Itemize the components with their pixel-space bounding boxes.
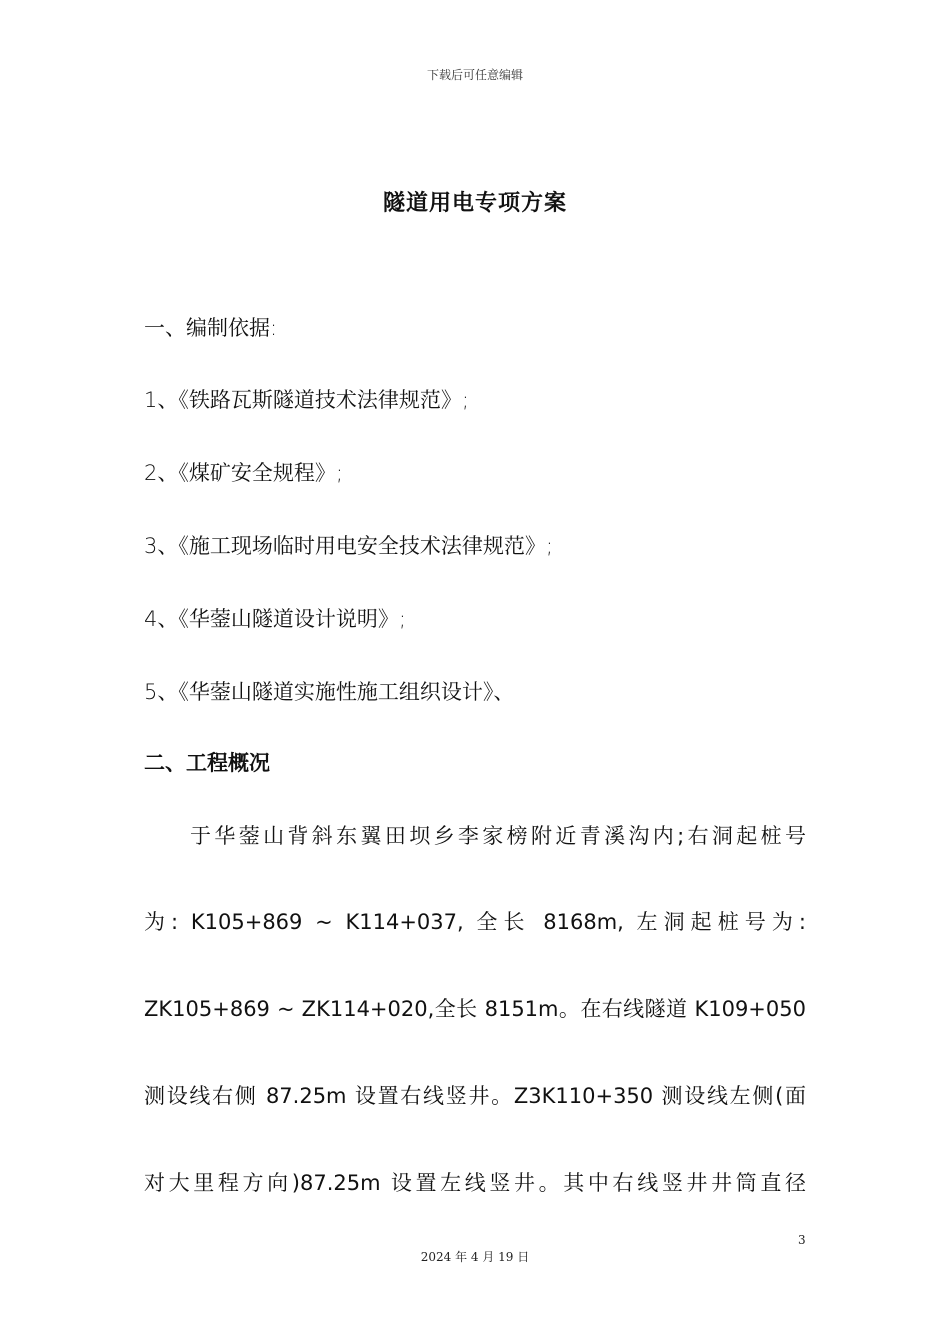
section-2-heading: 二、工程概况 — [144, 751, 270, 775]
page-number: 3 — [798, 1233, 806, 1247]
footer-date: 2024 年 4 月 19 日 — [420, 1250, 530, 1264]
header-note: 下载后可任意编辑 — [426, 68, 523, 82]
basis-item-1: 1、《铁路瓦斯隧道技术法律规范》; — [144, 388, 469, 412]
overview-line-5: 对大里程方向)87.25m 设置左线竖井。其中右线竖井井筒直径 — [144, 1171, 806, 1195]
basis-item-3: 3、《施工现场临时用电安全技术法律规范》; — [144, 534, 553, 558]
section-1-heading: 一、编制依据: — [144, 316, 278, 340]
basis-item-5: 5、《华蓥山隧道实施性施工组织设计》、 — [144, 680, 515, 704]
document-title: 隧道用电专项方案 — [382, 191, 567, 216]
basis-item-2: 2、《煤矿安全规程》; — [144, 461, 343, 485]
basis-item-4: 4、《华蓥山隧道设计说明》; — [144, 607, 406, 631]
overview-line-4: 测设线右侧 87.25m 设置右线竖井。Z3K110+350 测设线左侧(面 — [144, 1084, 806, 1108]
overview-line-1: 于华蓥山背斜东翼田坝乡李家榜附近青溪沟内;右洞起桩号 — [190, 824, 806, 848]
overview-line-2: 为: K105+869 ~ K114+037, 全长 8168m, 左洞起桩号为: — [144, 910, 806, 934]
overview-line-3: ZK105+869 ~ ZK114+020,全长 8151m。在右线隧道 K109+050 — [144, 997, 806, 1021]
